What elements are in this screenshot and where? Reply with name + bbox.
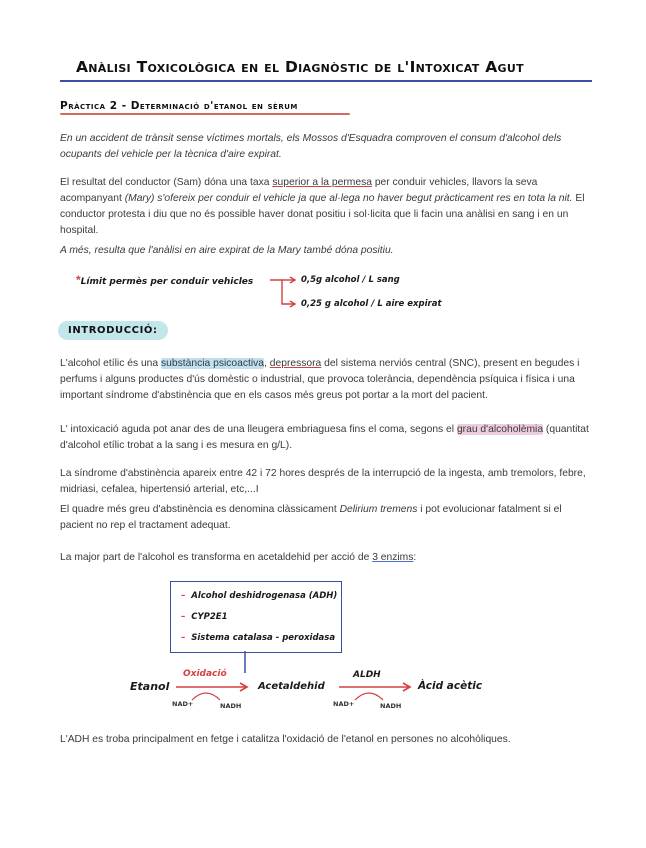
case-paragraph-2: [60, 175, 590, 239]
case-p2-mid: per conduir vehicles, llavors la seva acompanyant: [60, 177, 538, 204]
intro-p1-start: L'alcohol etílic és una: [60, 358, 161, 369]
highlight-psicoactiva: substància psicoactiva: [161, 358, 265, 369]
enzyme-item-cyp2e1: – CYP2E1: [181, 612, 228, 622]
intro-p2-start: L' intoxicació aguda pot anar des de una lleugera embriaguesa fins el coma, segons el: [60, 424, 457, 435]
reaction-acid-acetic: Àcid acètic: [418, 680, 483, 692]
enzymes-box: [170, 581, 342, 653]
reaction-etanol: Etanol: [130, 680, 170, 693]
case-p2-italic: (Mary) s'ofereix per conduir el vehicle ja que al·lega no haver begut pràcticament res en tota la nit.: [124, 193, 573, 204]
intro-paragraph-1: [60, 356, 590, 404]
footer-paragraph: L'ADH es troba principalment en fetge i catalitza l'oxidació de l'etanol en persones no alcohòliques.: [60, 734, 511, 745]
limit-arrows: [268, 275, 300, 309]
intro-paragraph-5: [60, 550, 590, 566]
intro-paragraph-3: La síndrome d'abstinència apareix entre 42 i 72 hores després de la interrupció de la ingesta, amb tremolors, febre, midriasi, cefalea, hipertensió arterial, etc,...I: [60, 468, 586, 495]
case-p2-underlined: superior a la permesa: [272, 177, 372, 188]
reaction-oxidacio: Oxidació: [183, 669, 227, 679]
intro-paragraph-4: [60, 502, 590, 534]
reaction-nadh-1: NADH: [220, 702, 242, 710]
limit-label: Límit permès per conduir vehicles: [80, 277, 254, 287]
intro-p1-end: del sistema nerviós central (SNC), present en begudes i perfums i alguns productes d'ús domèstic o industrial, que provoca tolerància, dependència psíquica i física i una important síndrome d'abstinència que en els casos més greus pot portar a la mort del pacient.: [60, 358, 580, 401]
enzyme-item-catalasa: – Sistema catalasa - peroxidasa: [181, 633, 336, 643]
asterisk: *: [76, 273, 81, 287]
limit-blood: 0,5g alcohol / L sang: [301, 275, 400, 285]
title-underline: [60, 80, 592, 82]
page-title: Anàlisi Toxicològica en el Diagnòstic de l'Intoxicat Agut: [76, 58, 524, 76]
intro-p2-end: (quantitat d'alcohol etílic trobat a la sang i es mesura en g/L).: [60, 424, 589, 451]
intro-p5-start: La major part de l'alcohol es transforma en acetaldehid per acció de: [60, 552, 373, 563]
underline-depressora: depressora: [269, 358, 322, 369]
intro-heading: INTRODUCCIÓ:: [58, 321, 168, 340]
intro-p1-sep: ,: [264, 358, 270, 369]
delirium-tremens: Delirium tremens: [339, 504, 418, 515]
intro-p5-end: :: [413, 552, 417, 563]
enzyme-item-adh: – Alcohol deshidrogenasa (ADH): [181, 591, 338, 601]
reaction-nadh-2: NADH: [380, 702, 402, 710]
reaction-aldh: ALDH: [353, 670, 381, 680]
case-p2-start: El resultat del conductor (Sam) dóna una taxa: [60, 177, 273, 188]
intro-p4-start: El quadre més greu d'abstinència es denomina clàssicament: [60, 504, 340, 515]
underline-3-enzims: 3 enzims: [372, 552, 414, 563]
reaction-acetaldehid: Acetaldehid: [258, 681, 325, 692]
case-paragraph-1: En un accident de trànsit sense víctimes mortals, els Mossos d'Esquadra comproven el consum d'alcohol dels ocupants del vehicle per la tècnica d'aire expirat.: [60, 133, 562, 160]
practice-subtitle: Pràctica 2 - Determinació d'etanol en sèrum: [60, 100, 298, 112]
limit-label-row: [76, 271, 253, 289]
highlight-alcoholemia: grau d'alcoholèmia: [456, 424, 544, 435]
reaction-nad-2: NAD+: [333, 700, 355, 708]
case-p2-end: El conductor protesta i diu que no és possible haver donat positiu i sol·licita que li facin una anàlisi en sang i en un hospital.: [60, 193, 585, 236]
reaction-nad-1: NAD+: [172, 700, 194, 708]
limit-air: 0,25 g alcohol / L aire expirat: [301, 299, 442, 309]
intro-p4-end: i pot evolucionar fatalment si el pacient no rep el tractament adequat.: [60, 504, 562, 531]
subtitle-underline: [60, 113, 350, 115]
case-paragraph-3: A més, resulta que l'anàlisi en aire expirat de la Mary també dóna positiu.: [60, 245, 394, 256]
intro-paragraph-2: [60, 422, 590, 454]
box-connector-line: [240, 651, 250, 673]
